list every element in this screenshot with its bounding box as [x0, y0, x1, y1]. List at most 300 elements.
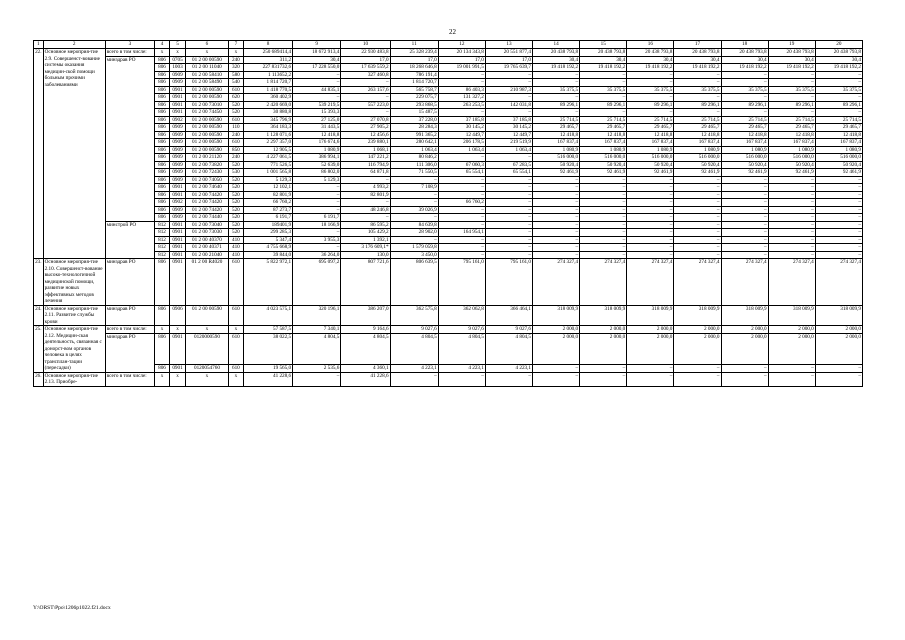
table-row [34, 221, 863, 229]
amount-cell: – [293, 206, 341, 214]
amount-cell: 30,4 [293, 56, 341, 64]
amount-cell: – [721, 236, 768, 244]
amount-cell: 2 000,0 [580, 326, 627, 334]
amount-cell: 3 450,0 [390, 251, 438, 259]
expense-type-code: 410 [228, 236, 243, 244]
amount-cell: 12 418,8 [293, 131, 341, 139]
amount-cell: 105 429,2 [341, 229, 390, 237]
grbs-code: 806 [155, 86, 170, 94]
grbs-code: 812 [155, 236, 170, 244]
expense-type-code: 580 [228, 71, 243, 79]
amount-cell: – [341, 79, 390, 87]
section-code: x [169, 49, 185, 57]
expense-type-code: 410 [228, 244, 243, 252]
amount-cell: 147 221,2 [341, 154, 390, 162]
amount-cell: 111 306,0 [390, 161, 438, 169]
amount-cell: – [438, 221, 485, 229]
amount-cell: – [485, 251, 532, 259]
amount-cell: 19 418 192,2 [627, 64, 674, 72]
table-row [34, 146, 863, 154]
expense-type-code: 610 [228, 259, 243, 306]
amount-cell: 12 418,8 [815, 131, 862, 139]
table-row [34, 176, 863, 184]
column-number: 10 [341, 41, 390, 49]
grbs-code: 806 [155, 79, 170, 87]
amount-cell: – [580, 94, 627, 102]
amount-cell: – [815, 109, 862, 117]
amount-cell: – [768, 251, 815, 259]
amount-cell: – [674, 244, 721, 252]
amount-cell: 2 000,0 [815, 333, 862, 365]
amount-cell: 250 689414,4 [243, 49, 292, 57]
amount-cell: 229 075,7 [390, 94, 438, 102]
row-number: 22. [34, 49, 44, 259]
table-row [34, 251, 863, 259]
amount-cell: – [815, 244, 862, 252]
amount-cell: – [438, 79, 485, 87]
amount-cell: 557 223,0 [341, 101, 390, 109]
amount-cell: 1 128 071,6 [243, 131, 292, 139]
amount-cell: 2 000,0 [627, 333, 674, 365]
target-article-code: 01 2 00 00590 [186, 94, 229, 102]
amount-cell: – [485, 184, 532, 192]
amount-cell: – [438, 184, 485, 192]
amount-cell: – [580, 206, 627, 214]
amount-cell: 84 639,8 [390, 221, 438, 229]
amount-cell: – [721, 94, 768, 102]
amount-cell: – [815, 191, 862, 199]
amount-cell: 167 837,4 [580, 139, 627, 147]
amount-cell: 36 264,0 [293, 251, 341, 259]
target-article-code: 0120000590 [186, 333, 229, 365]
amount-cell: 3 176 609,1* [341, 244, 390, 252]
amount-cell: – [485, 79, 532, 87]
grbs-code: 806 [155, 139, 170, 147]
amount-cell: 17,0 [341, 56, 390, 64]
amount-cell: – [580, 221, 627, 229]
grbs-code: 806 [155, 184, 170, 192]
amount-cell: 1 418 770,5 [243, 86, 292, 94]
target-article-code: 01 2 00 00590 [186, 116, 229, 124]
amount-cell: 362 575,8 [390, 305, 438, 326]
amount-cell: 65 554,1 [485, 169, 532, 177]
amount-cell: 89 296,1 [533, 101, 580, 109]
amount-cell: 25 714,5 [580, 116, 627, 124]
expense-type-code: 410 [228, 251, 243, 259]
amount-cell: 4 223,1 [390, 365, 438, 373]
amount-cell: 1 068,1 [341, 146, 390, 154]
amount-cell: 30,4 [768, 56, 815, 64]
amount-cell: – [438, 71, 485, 79]
amount-cell: – [721, 109, 768, 117]
amount-cell: 19 418 192,2 [815, 64, 862, 72]
column-number: 4 [155, 41, 170, 49]
amount-cell: 15 393,3 [293, 109, 341, 117]
amount-cell: – [815, 79, 862, 87]
amount-cell: 2 420 669,0 [243, 101, 292, 109]
amount-cell: 12 418,8 [627, 131, 674, 139]
amount-cell: 2 000,0 [580, 333, 627, 365]
amount-cell: – [674, 365, 721, 373]
measure-name: Основное мероприя-тие 2.10. Совершенст-вование высоко-технологичной медицинской помощи, развитие новых эффективных методов лечения [43, 259, 105, 306]
amount-cell: – [533, 221, 580, 229]
amount-cell: 539 219,5 [293, 101, 341, 109]
amount-cell: – [815, 214, 862, 222]
amount-cell: – [438, 176, 485, 184]
amount-cell: 274 327,4 [580, 259, 627, 306]
amount-cell: – [815, 206, 862, 214]
amount-cell: 86 403,3 [438, 86, 485, 94]
executor: минздрав РО [105, 259, 154, 306]
amount-cell: – [627, 199, 674, 207]
target-article-code: 01 2 00 73040 [186, 221, 229, 229]
amount-cell: – [721, 229, 768, 237]
table-row [34, 124, 863, 132]
amount-cell: – [627, 214, 674, 222]
amount-cell: 50 920,4 [533, 161, 580, 169]
budget-table [33, 40, 863, 387]
grbs-code: 812 [155, 244, 170, 252]
amount-cell: 19 418 192,2 [580, 64, 627, 72]
amount-cell: 92 461,9 [768, 169, 815, 177]
amount-cell: 327 460,8 [341, 71, 390, 79]
target-article-code: x [186, 326, 229, 334]
amount-cell: 4 023 575,1 [243, 305, 292, 326]
target-article-code: 01 2 00 11040 [186, 64, 229, 72]
amount-cell: 35 375,5 [721, 86, 768, 94]
amount-cell: 20 438 793,8 [627, 49, 674, 57]
target-article-code: 01 2 00 00590 [186, 86, 229, 94]
target-article-code: 01 2 00 74420 [186, 206, 229, 214]
amount-cell: 167 837,4 [674, 139, 721, 147]
amount-cell: – [533, 109, 580, 117]
expense-type-code: 530 [228, 169, 243, 177]
amount-cell: 17 639 559,2 [341, 64, 390, 72]
expense-type-code: x [228, 326, 243, 334]
amount-cell: 29 465,7 [533, 124, 580, 132]
target-article-code: 01 2 00 73030 [186, 229, 229, 237]
amount-cell: 565 758,7 [390, 86, 438, 94]
amount-cell: – [438, 214, 485, 222]
amount-cell: 82 801,9 [243, 191, 292, 199]
amount-cell: 89 296,1 [627, 101, 674, 109]
target-article-code: 01 2 00 73820 [186, 161, 229, 169]
amount-cell: – [533, 176, 580, 184]
amount-cell: – [580, 71, 627, 79]
amount-cell: 1 063,4 [390, 146, 438, 154]
amount-cell: – [438, 154, 485, 162]
section-code: 0901 [169, 109, 185, 117]
amount-cell: 318 009,9 [768, 305, 815, 326]
amount-cell: 2 000,0 [533, 333, 580, 365]
amount-cell: 2 000,0 [627, 326, 674, 334]
amount-cell: – [341, 109, 390, 117]
amount-cell: – [438, 109, 485, 117]
column-number: 11 [390, 41, 438, 49]
amount-cell: 71 550,5 [390, 169, 438, 177]
amount-cell: 17,0 [390, 56, 438, 64]
amount-cell: 9 164,6 [341, 326, 390, 334]
table-row [34, 326, 863, 334]
amount-cell: 1 113652,2 [243, 71, 292, 79]
amount-cell: 2 000,0 [768, 333, 815, 365]
amount-cell: 17,0 [438, 56, 485, 64]
section-code: 0909 [169, 79, 185, 87]
measure-name: Основное мероприя-тие 2.9. Совершенст-вование системы оказания медицин-ской помощи больным прочими заболеваниями [43, 49, 105, 259]
grbs-code: 806 [155, 116, 170, 124]
section-code: 0901 [169, 94, 185, 102]
table-row [34, 56, 863, 64]
amount-cell: 1 063,4 [438, 146, 485, 154]
amount-cell: – [674, 176, 721, 184]
amount-cell: – [627, 206, 674, 214]
grbs-code: 806 [155, 214, 170, 222]
amount-cell: – [627, 71, 674, 79]
amount-cell: 210 987,3 [485, 86, 532, 94]
amount-cell: 30,4 [627, 56, 674, 64]
target-article-code: x [186, 49, 229, 57]
amount-cell: 516 000,0 [580, 154, 627, 162]
amount-cell: 318 009,9 [674, 305, 721, 326]
target-article-code: 01 2 00 00590 [186, 305, 229, 326]
measure-name: Основное мероприя-тие 2.11. Развитие службы крови [43, 305, 105, 326]
amount-cell: 516 000,0 [815, 154, 862, 162]
amount-cell: – [293, 229, 341, 237]
target-article-code: 0120054760 [186, 365, 229, 373]
amount-cell: – [390, 372, 438, 386]
table-row [34, 305, 863, 326]
amount-cell: 2 535,6 [293, 365, 341, 373]
amount-cell: 274 327,4 [533, 259, 580, 306]
expense-type-code: x [228, 49, 243, 57]
amount-cell: – [768, 229, 815, 237]
amount-cell: 92 461,9 [721, 169, 768, 177]
column-number: 15 [580, 41, 627, 49]
section-code: 0909 [169, 154, 185, 162]
grbs-code: 806 [155, 56, 170, 64]
amount-cell: 131 327,2 [438, 94, 485, 102]
amount-cell: 20 438 793,8 [533, 49, 580, 57]
target-article-code: 01 2 00 21120 [186, 154, 229, 162]
amount-cell: 25 328 239,4 [390, 49, 438, 57]
table-row [34, 71, 863, 79]
amount-cell: – [580, 365, 627, 373]
amount-cell: – [768, 94, 815, 102]
amount-cell: 12 905,5 [243, 146, 292, 154]
amount-cell: – [293, 199, 341, 207]
amount-cell: 50 920,4 [815, 161, 862, 169]
amount-cell: – [674, 251, 721, 259]
target-article-code: 01 2 00 72430 [186, 169, 229, 177]
expense-type-code: 610 [228, 116, 243, 124]
table-row [34, 259, 863, 306]
amount-cell: 4 223,1 [485, 365, 532, 373]
amount-cell: 2 000,0 [815, 326, 862, 334]
section-code: 0705 [169, 56, 185, 64]
section-code: 0901 [169, 236, 185, 244]
column-number: 20 [815, 41, 862, 49]
target-article-code: 01 2 00 00590 [186, 131, 229, 139]
target-article-code: 01 2 00 21040 [186, 251, 229, 259]
amount-cell: – [580, 176, 627, 184]
amount-cell: 50 920,4 [768, 161, 815, 169]
amount-cell: – [293, 71, 341, 79]
grbs-code: 812 [155, 229, 170, 237]
expense-type-code: 520 [228, 184, 243, 192]
section-code: 0901 [169, 221, 185, 229]
amount-cell: 167 837,4 [533, 139, 580, 147]
amount-cell: 25 714,5 [533, 116, 580, 124]
target-article-code: 01 2 00 00590 [186, 146, 229, 154]
amount-cell: 318 009,9 [533, 305, 580, 326]
amount-cell: 274 327,4 [815, 259, 862, 306]
grbs-code: 806 [155, 131, 170, 139]
amount-cell: – [674, 221, 721, 229]
amount-cell: – [580, 199, 627, 207]
amount-cell: 318 009,9 [580, 305, 627, 326]
amount-cell: 5 822 972,1 [243, 259, 292, 306]
amount-cell: 15 487,5 [390, 109, 438, 117]
amount-cell: – [293, 372, 341, 386]
amount-cell: 30 145,2 [485, 124, 532, 132]
amount-cell: 82 801,9 [341, 191, 390, 199]
grbs-code: 806 [155, 94, 170, 102]
expense-type-code: 520 [228, 161, 243, 169]
amount-cell: – [438, 372, 485, 386]
amount-cell: – [485, 236, 532, 244]
target-article-code: 01 2 00 00590 [186, 139, 229, 147]
amount-cell: – [438, 251, 485, 259]
amount-cell: – [438, 191, 485, 199]
target-article-code: 01 2 00 74420 [186, 191, 229, 199]
expense-type-code: 520 [228, 176, 243, 184]
amount-cell: 318 009,9 [721, 305, 768, 326]
amount-cell: – [815, 176, 862, 184]
amount-cell: 4 804,5 [341, 333, 390, 365]
amount-cell: – [627, 365, 674, 373]
amount-cell: 1 080,9 [533, 146, 580, 154]
column-number: 9 [293, 41, 341, 49]
amount-cell: 274 327,4 [768, 259, 815, 306]
amount-cell: 1 080,9 [674, 146, 721, 154]
executor: минздрав РО [105, 333, 154, 372]
table-row [34, 64, 863, 72]
measure-name: Основное мероприя-тие 2.12. Медицин-ская деятельность, связанная с донорст-вом органов человека в целях трансплан-тации (пересадки) [43, 326, 105, 373]
amount-cell: – [674, 199, 721, 207]
amount-cell: 516 000,0 [674, 154, 721, 162]
amount-cell: 25 714,5 [627, 116, 674, 124]
amount-cell: 1 814 720,7 [390, 79, 438, 87]
amount-cell: 1 080,9 [721, 146, 768, 154]
amount-cell: – [815, 236, 862, 244]
amount-cell: 806 639,5 [390, 259, 438, 306]
amount-cell: – [485, 214, 532, 222]
expense-type-code: 110 [228, 124, 243, 132]
amount-cell: – [438, 236, 485, 244]
amount-cell: 142 031,8 [485, 101, 532, 109]
amount-cell: 18 166,9 [293, 221, 341, 229]
amount-cell: 20 438 793,8 [674, 49, 721, 57]
target-article-code: 01 2 00 74640 [186, 184, 229, 192]
column-number: 1 [34, 41, 44, 49]
section-code: 0901 [169, 86, 185, 94]
amount-cell: 167 837,4 [768, 139, 815, 147]
amount-cell: 130,0 [341, 251, 390, 259]
amount-cell: – [390, 176, 438, 184]
amount-cell: – [674, 214, 721, 222]
target-article-code: 01 2 00 74050 [186, 176, 229, 184]
amount-cell: 4 755 668,9 [243, 244, 292, 252]
amount-cell: 29 465,7 [580, 124, 627, 132]
amount-cell: 86 595,2 [341, 221, 390, 229]
amount-cell: – [721, 71, 768, 79]
expense-type-code: 520 [228, 221, 243, 229]
amount-cell: 1 080,9 [580, 146, 627, 154]
amount-cell: – [721, 251, 768, 259]
amount-cell: – [580, 372, 627, 386]
section-code: 0909 [169, 176, 185, 184]
grbs-code: x [155, 49, 170, 57]
executor: всего в том числе: [105, 372, 154, 386]
section-code: 1003 [169, 64, 185, 72]
amount-cell: – [533, 94, 580, 102]
amount-cell: – [580, 79, 627, 87]
table-row [34, 109, 863, 117]
amount-cell: – [485, 221, 532, 229]
table-row [34, 206, 863, 214]
amount-cell: 320 196,1 [293, 305, 341, 326]
amount-cell: – [533, 184, 580, 192]
table-row [34, 333, 863, 365]
expense-type-code: 240 [228, 131, 243, 139]
grbs-code: 806 [155, 191, 170, 199]
amount-cell: – [293, 94, 341, 102]
amount-cell: – [721, 79, 768, 87]
amount-cell: 89 296,1 [674, 101, 721, 109]
amount-cell: – [627, 251, 674, 259]
amount-cell: – [815, 372, 862, 386]
amount-cell: – [390, 236, 438, 244]
amount-cell: 30,4 [674, 56, 721, 64]
amount-cell: – [768, 71, 815, 79]
amount-cell: 6 191,7 [243, 214, 292, 222]
amount-cell: – [293, 244, 341, 252]
amount-cell: 18 672 913,4 [293, 49, 341, 57]
section-code: 0909 [169, 169, 185, 177]
target-article-code: x [186, 372, 229, 386]
amount-cell: 30,4 [721, 56, 768, 64]
section-code: x [169, 326, 185, 334]
column-number: 8 [243, 41, 292, 49]
amount-cell: – [341, 214, 390, 222]
table-row [34, 236, 863, 244]
amount-cell: 35 375,5 [533, 86, 580, 94]
amount-cell: – [438, 244, 485, 252]
amount-cell: 67 060,3 [438, 161, 485, 169]
amount-cell: – [768, 372, 815, 386]
amount-cell: 38 022,5 [243, 333, 292, 365]
amount-cell: 19 765 639,7 [485, 64, 532, 72]
amount-cell: – [485, 229, 532, 237]
grbs-code: 806 [155, 305, 170, 326]
table-row [34, 169, 863, 177]
amount-cell: 786 191,4 [390, 71, 438, 79]
amount-cell: – [627, 184, 674, 192]
amount-cell: – [768, 109, 815, 117]
amount-cell: 12 418,8 [674, 131, 721, 139]
grbs-code: 806 [155, 333, 170, 365]
section-code: 0909 [169, 139, 185, 147]
